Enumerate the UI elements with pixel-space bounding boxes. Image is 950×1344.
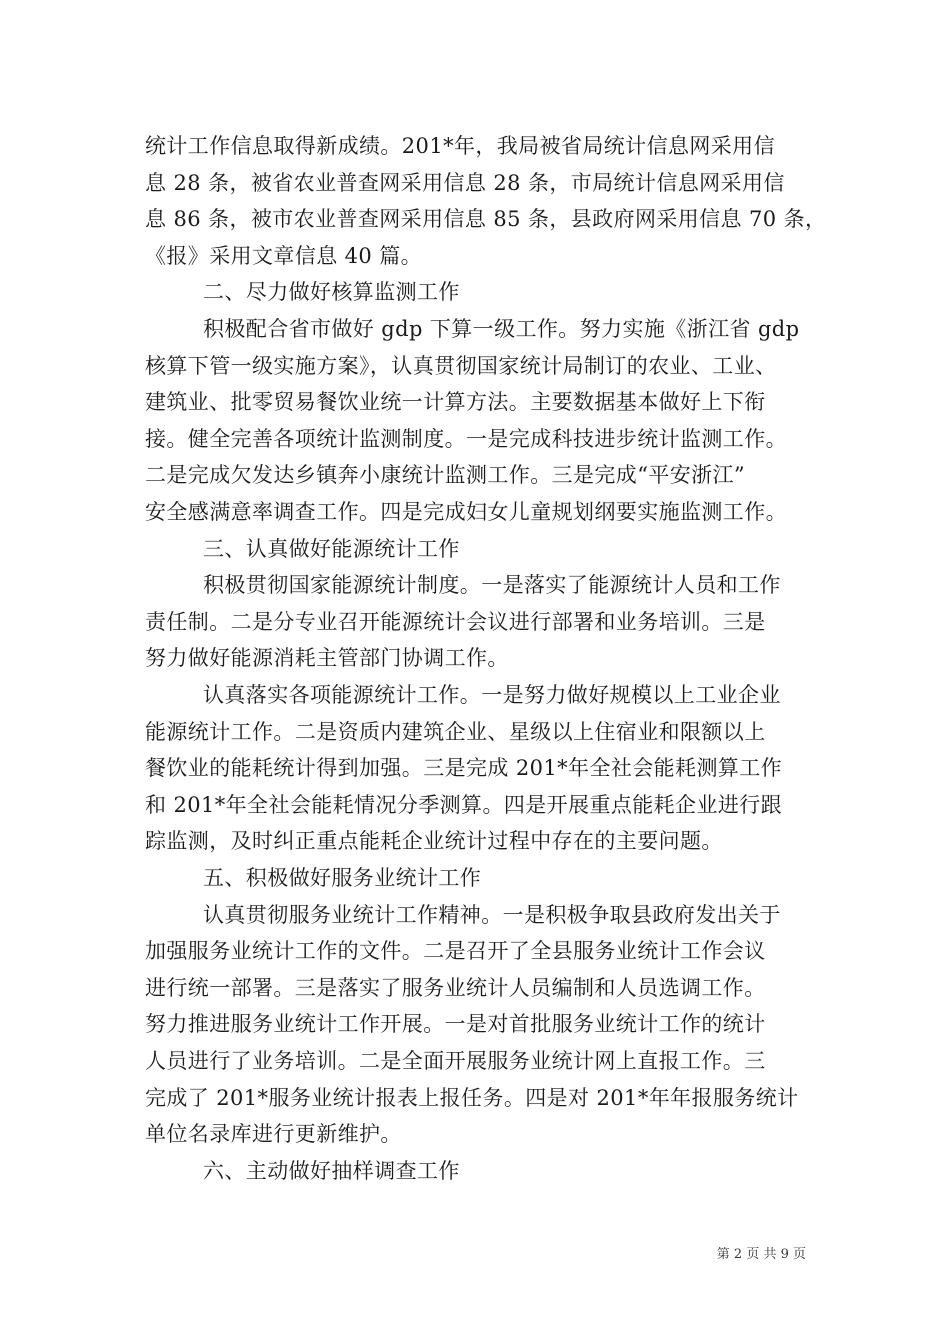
text-line: 核算下管一级实施方案》，认真贯彻国家统计局制订的农业、工业、 <box>145 353 777 378</box>
text-line: 认真贯彻服务业统计工作精神。一是积极争取县政府发出关于 <box>203 902 781 927</box>
text-line: 完成了 201*服务业统计报表上报任务。四是对 201*年年报服务统计 <box>145 1085 799 1110</box>
text-line: 和 201*年全社会能耗情况分季测算。四是开展重点能耗企业进行跟 <box>145 792 783 817</box>
text-line: 踪监测，及时纠正重点能耗企业统计过程中存在的主要问题。 <box>145 829 723 854</box>
text-line: 《报》采用文章信息 40 篇。 <box>145 243 423 268</box>
text-line: 息 86 条，被市农业普查网采用信息 85 条，县政府网采用信息 70 条， <box>145 207 827 232</box>
text-line: 三、认真做好能源统计工作 <box>203 536 460 561</box>
text-line: 餐饮业的能耗统计得到加强。三是完成 201*年全社会能耗测算工作 <box>145 756 783 781</box>
text-line: 积极贯彻国家能源统计制度。一是落实了能源统计人员和工作 <box>203 573 781 598</box>
text-line: 单位名录库进行更新维护。 <box>145 1122 402 1147</box>
text-line: 加强服务业统计工作的文件。二是召开了全县服务业统计工作会议 <box>145 939 766 964</box>
text-line: 积极配合省市做好 gdp 下算一级工作。努力实施《浙江省 gdp <box>203 317 800 341</box>
text-line: 努力做好能源消耗主管部门协调工作。 <box>145 646 509 671</box>
text-line: 人员进行了业务培训。二是全面开展服务业统计网上直报工作。三 <box>145 1049 766 1073</box>
text-line: 息 28 条，被省农业普查网采用信息 28 条，市局统计信息网采用信 <box>145 170 785 195</box>
text-line: 建筑业、批零贸易餐饮业统一计算方法。主要数据基本做好上下衔 <box>145 390 766 415</box>
text-line: 五、积极做好服务业统计工作 <box>203 866 482 890</box>
text-line: 统计工作信息取得新成绩。201*年，我局被省局统计信息网采用信 <box>145 134 775 158</box>
text-line: 六、主动做好抽样调查工作 <box>203 1158 460 1183</box>
text-line: 二是完成欠发达乡镇奔小康统计监测工作。三是完成“平安浙江” <box>145 463 746 488</box>
text-line: 二、尽力做好核算监测工作 <box>203 280 460 305</box>
text-line: 接。健全完善各项统计监测制度。一是完成科技进步统计监测工作。 <box>145 426 787 451</box>
text-line: 认真落实各项能源统计工作。一是努力做好规模以上工业企业 <box>203 683 781 707</box>
text-line: 进行统一部署。三是落实了服务业统计人员编制和人员选调工作。 <box>145 975 766 1000</box>
text-line: 责任制。二是分专业召开能源统计会议进行部署和业务培训。三是 <box>145 609 766 634</box>
text-line: 安全感满意率调查工作。四是完成妇女儿童规划纲要实施监测工作。 <box>145 500 787 524</box>
page-footer: 第 2 页 共 9 页 <box>716 1247 806 1262</box>
text-line: 努力推进服务业统计工作开展。一是对首批服务业统计工作的统计 <box>145 1012 766 1037</box>
text-line: 能源统计工作。二是资质内建筑企业、星级以上住宿业和限额以上 <box>145 719 766 744</box>
